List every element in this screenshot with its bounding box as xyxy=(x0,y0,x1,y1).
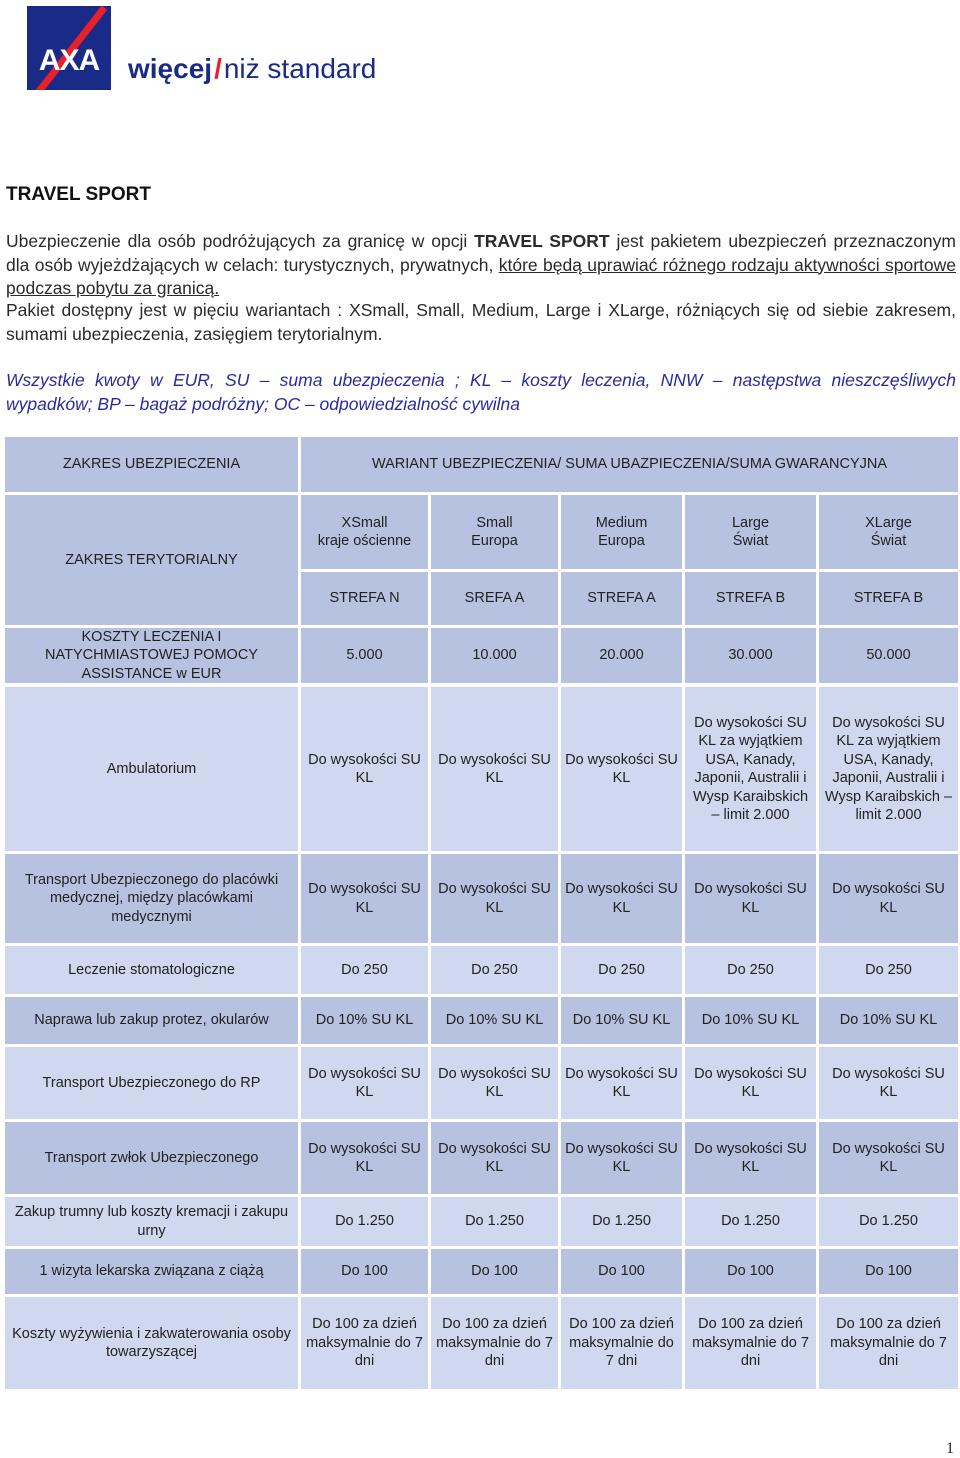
coverage-value: Do 100 za dzień maksymalnie do 7 dni xyxy=(685,1297,816,1389)
coverage-value: Do 100 xyxy=(431,1249,558,1294)
tagline-part1: więcej xyxy=(128,53,213,84)
coverage-value: Do wysokości SU KL xyxy=(685,854,816,943)
intro-paragraph xyxy=(6,230,956,301)
coverage-value: Do 100 xyxy=(561,1249,682,1294)
variant-small xyxy=(431,495,558,569)
coverage-row xyxy=(5,946,958,994)
coverage-value: Do wysokości SU KL xyxy=(301,687,428,851)
intro-underlined: które będą uprawiać różnego rodzaju aktywności sportowe podczas pobytu za granicą. xyxy=(6,254,957,298)
variant-region: Świat xyxy=(732,533,769,549)
coverage-value: Do 1.250 xyxy=(301,1197,428,1246)
territory-row xyxy=(5,495,958,625)
variant-name: XLarge xyxy=(865,514,912,531)
coverage-value: Do 10% SU KL xyxy=(301,997,428,1044)
coverage-value: Do 250 xyxy=(431,946,558,994)
coverage-value: Do 100 za dzień maksymalnie do 7 dni xyxy=(431,1297,558,1389)
brand-tagline xyxy=(128,51,376,87)
header-variant: WARIANT UBEZPIECZENIA/ SUMA UBAZPIECZENIA/SUMA GWARANCYJNA xyxy=(301,437,958,492)
coverage-row xyxy=(5,687,958,851)
coverage-value: Do wysokości SU KL xyxy=(431,1122,558,1194)
axa-logo xyxy=(27,6,111,90)
coverage-label: 1 wizyta lekarska związana z ciążą xyxy=(5,1249,298,1294)
coverage-value: Do wysokości SU KL xyxy=(301,1122,428,1194)
coverage-value: Do wysokości SU KL xyxy=(561,1047,682,1119)
variant-region: Europa xyxy=(471,533,518,549)
coverage-row xyxy=(5,1249,958,1294)
coverage-value: Do wysokości SU KL xyxy=(819,854,958,943)
coverage-value: Do wysokości SU KL xyxy=(301,854,428,943)
coverage-value: Do 1.250 xyxy=(819,1197,958,1246)
tagline-slash: / xyxy=(214,53,222,84)
variant-name: Medium xyxy=(595,514,648,531)
coverage-value: Do wysokości SU KL za wyjątkiem USA, Kanady, Japonii, Australii i Wysp Karaibskich – limit 2.000 xyxy=(685,687,816,851)
variant-name: Small xyxy=(476,514,513,531)
coverage-value: Do wysokości SU KL xyxy=(561,854,682,943)
coverage-value: Do 250 xyxy=(561,946,682,994)
coverage-value: Do 100 za dzień maksymalnie do 7 dni xyxy=(561,1297,682,1389)
coverage-value: 30.000 xyxy=(685,628,816,683)
coverage-value: Do 10% SU KL xyxy=(561,997,682,1044)
variant-zone: STREFA B xyxy=(685,572,816,625)
coverage-row xyxy=(5,628,958,683)
coverage-value: Do 10% SU KL xyxy=(431,997,558,1044)
coverage-value: Do 10% SU KL xyxy=(685,997,816,1044)
tagline-part2: niż standard xyxy=(223,53,377,84)
coverage-row xyxy=(5,997,958,1044)
coverage-value: Do wysokości SU KL xyxy=(431,1047,558,1119)
coverage-value: Do 100 xyxy=(819,1249,958,1294)
variant-region: Świat xyxy=(870,533,907,549)
page-number: 1 xyxy=(946,1440,954,1457)
variant-zone: STREFA N xyxy=(301,572,428,625)
variant-large xyxy=(685,495,816,569)
header-scope: ZAKRES UBEZPIECZENIA xyxy=(5,437,298,492)
coverage-value: Do wysokości SU KL xyxy=(685,1047,816,1119)
coverage-value: 5.000 xyxy=(301,628,428,683)
variant-region: Europa xyxy=(598,533,645,549)
coverage-label: Leczenie stomatologiczne xyxy=(5,946,298,994)
variants-paragraph: Pakiet dostępny jest w pięciu wariantach : XSmall, Small, Medium, Large i XLarge, różniących się od siebie zakresem, sumami ubezpieczenia, zasięgiem terytorialnym. xyxy=(6,300,956,344)
intro-pre: Ubezpieczenie dla osób podróżujących za granicę w opcji xyxy=(6,231,475,251)
coverage-value: Do 100 za dzień maksymalnie do 7 dni xyxy=(819,1297,958,1389)
coverage-row xyxy=(5,1297,958,1389)
coverage-value: 50.000 xyxy=(819,628,958,683)
legend-note: Wszystkie kwoty w EUR, SU – suma ubezpieczenia ; KL – koszty leczenia, NNW – następstwa nieszczęśliwych wypadków; BP – bagaż podróżny; OC – odpowiedzialność cywilna xyxy=(6,370,956,414)
coverage-value: Do 1.250 xyxy=(561,1197,682,1246)
coverage-label: Transport Ubezpieczonego do placówki medycznej, między placówkami medycznymi xyxy=(5,854,298,943)
variant-medium xyxy=(561,495,682,569)
coverage-value: Do wysokości SU KL xyxy=(819,1122,958,1194)
coverage-value: Do wysokości SU KL xyxy=(301,1047,428,1119)
document-title: TRAVEL SPORT xyxy=(6,184,151,205)
coverage-row xyxy=(5,1197,958,1246)
coverage-value: Do wysokości SU KL xyxy=(561,1122,682,1194)
coverage-value: Do 1.250 xyxy=(685,1197,816,1246)
coverage-value: Do 100 xyxy=(301,1249,428,1294)
coverage-label: Ambulatorium xyxy=(5,687,298,851)
variant-region: kraje ościenne xyxy=(317,533,412,549)
coverage-label: Transport zwłok Ubezpieczonego xyxy=(5,1122,298,1194)
table-header-row xyxy=(5,437,958,492)
variant-zone: STREFA B xyxy=(819,572,958,625)
coverage-value: Do 100 za dzień maksymalnie do 7 dni xyxy=(301,1297,428,1389)
logo-text: AXA xyxy=(38,44,100,77)
coverage-label: Transport Ubezpieczonego do RP xyxy=(5,1047,298,1119)
coverage-label: KOSZTY LECZENIA I NATYCHMIASTOWEJ POMOCY ASSISTANCE w EUR xyxy=(5,628,298,683)
coverage-value: Do 250 xyxy=(301,946,428,994)
coverage-label: Koszty wyżywienia i zakwaterowania osoby towarzyszącej xyxy=(5,1297,298,1389)
coverage-value: Do wysokości SU KL xyxy=(431,854,558,943)
variant-xlarge xyxy=(819,495,958,569)
coverage-row xyxy=(5,1122,958,1194)
coverage-value: 20.000 xyxy=(561,628,682,683)
variant-name: Large xyxy=(731,514,770,531)
coverage-value: Do 1.250 xyxy=(431,1197,558,1246)
intro-product-name: TRAVEL SPORT xyxy=(474,231,610,251)
coverage-value: Do 250 xyxy=(819,946,958,994)
coverage-value: Do wysokości SU KL za wyjątkiem USA, Kanady, Japonii, Australii i Wysp Karaibskich – limit 2.000 xyxy=(819,687,958,851)
variant-zone: STREFA A xyxy=(561,572,682,625)
territory-label: ZAKRES TERYTORIALNY xyxy=(5,495,298,625)
coverage-value: Do wysokości SU KL xyxy=(685,1122,816,1194)
coverage-label: Zakup trumny lub koszty kremacji i zakupu urny xyxy=(5,1197,298,1246)
variant-name: XSmall xyxy=(341,514,388,531)
coverage-value: 10.000 xyxy=(431,628,558,683)
coverage-label: Naprawa lub zakup protez, okularów xyxy=(5,997,298,1044)
coverage-value: Do 10% SU KL xyxy=(819,997,958,1044)
coverage-value: Do wysokości SU KL xyxy=(561,687,682,851)
variant-xsmall xyxy=(301,495,428,569)
coverage-value: Do 250 xyxy=(685,946,816,994)
coverage-value: Do wysokości SU KL xyxy=(819,1047,958,1119)
variant-zone: SREFA A xyxy=(431,572,558,625)
intro-mid: jest pakietem ubezpieczeń przeznaczonym dla osób wyjeżdżających w celach: turystycznych, prywatnych, xyxy=(6,231,956,275)
coverage-row xyxy=(5,1047,958,1119)
coverage-value: Do 100 xyxy=(685,1249,816,1294)
coverage-value: Do wysokości SU KL xyxy=(431,687,558,851)
coverage-row xyxy=(5,854,958,943)
